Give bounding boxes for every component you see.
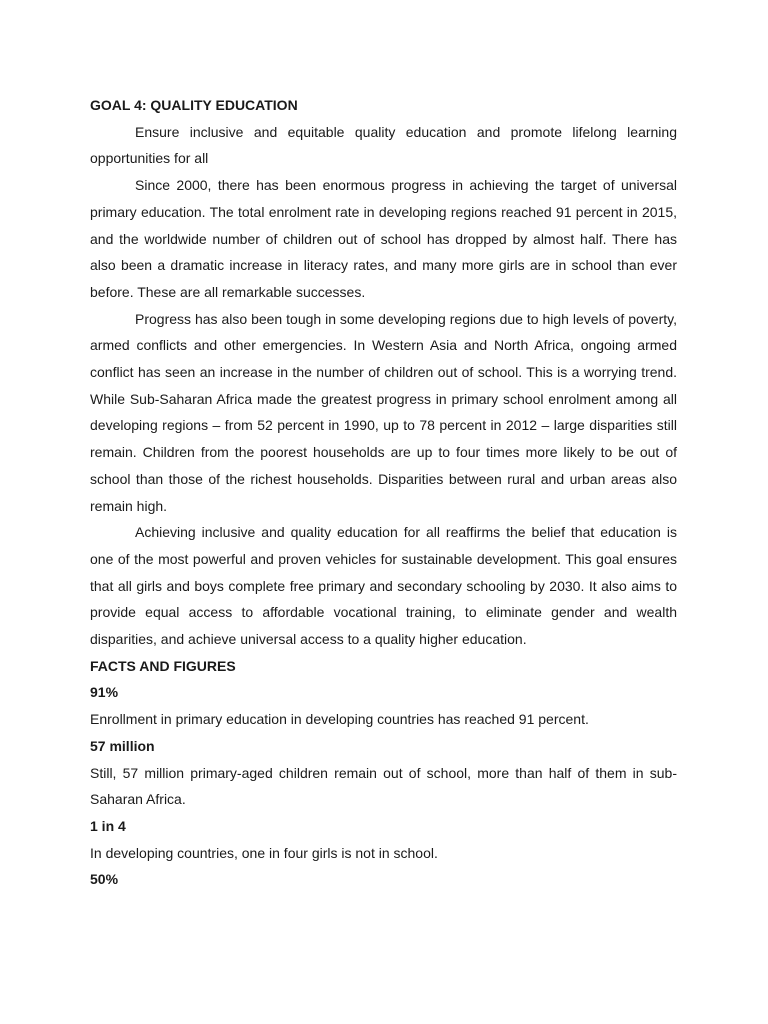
fact-value: 91% xyxy=(90,684,119,701)
fact-value: 1 in 4 xyxy=(90,817,126,834)
fact-text: Still, 57 million primary-aged children remain out of school, more than half of them in sub-Saharan Africa. xyxy=(90,764,677,808)
fact-value: 50% xyxy=(90,871,119,888)
document-title: GOAL 4: QUALITY EDUCATION xyxy=(90,97,298,113)
progress-paragraph: Since 2000, there has been enormous progress in achieving the target of universal primary education. The total enrolment rate in developing regions reached 91 percent in 2015, and the worldwide number of children out of school has dropped by almost half. There has also been a dramatic increase in literacy rates, and many more girls are in school than ever before. These are all remarkable successes. xyxy=(90,177,677,300)
fact-item xyxy=(90,733,677,813)
fact-value: 57 million xyxy=(90,737,155,754)
document-page xyxy=(90,92,677,893)
fact-text: Enrollment in primary education in developing countries has reached 91 percent. xyxy=(90,711,589,728)
fact-item xyxy=(90,679,677,732)
goal-paragraph: Achieving inclusive and quality education for all reaffirms the belief that education is one of the most powerful and proven vehicles for sustainable development. This goal ensures that all girls and boys complete free primary and secondary schooling by 2030. It also aims to provide equal access to affordable vocational training, to eliminate gender and wealth disparities, and achieve universal access to a quality higher education. xyxy=(90,524,677,648)
challenges-paragraph: Progress has also been tough in some developing regions due to high levels of poverty, armed conflicts and other emergencies. In Western Asia and North Africa, ongoing armed conflict has seen an increase in the number of children out of school. This is a worrying trend. While Sub-Saharan Africa made the greatest progress in primary school enrolment among all developing regions – from 52 percent in 1990, up to 78 percent in 2012 – large disparities still remain. Children from the poorest households are up to four times more likely to be out of school than those of the richest households. Disparities between rural and urban areas also remain high. xyxy=(90,310,677,514)
fact-text: In developing countries, one in four girls is not in school. xyxy=(90,844,438,861)
fact-item xyxy=(90,813,677,866)
intro-paragraph: Ensure inclusive and equitable quality education and promote lifelong learning opportunities for all xyxy=(90,123,677,167)
fact-item xyxy=(90,866,677,893)
facts-heading: FACTS AND FIGURES xyxy=(90,657,236,674)
